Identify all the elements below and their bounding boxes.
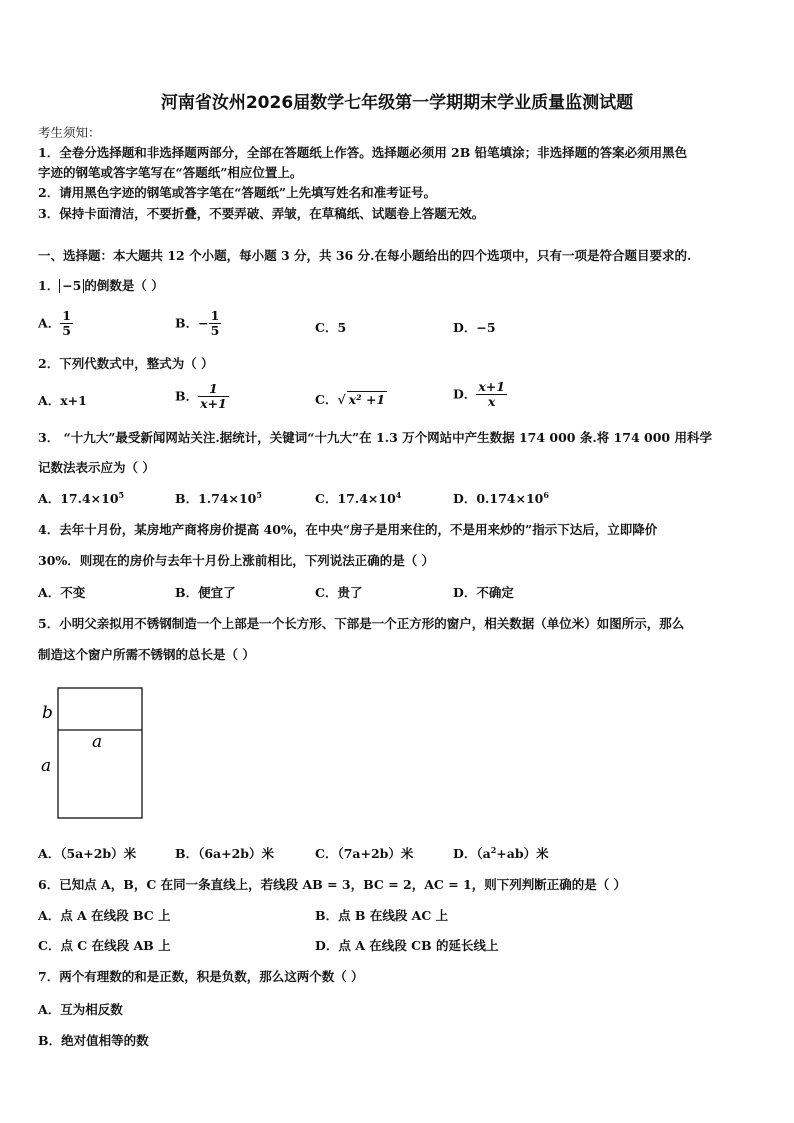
- question-4-line-1: 4．去年十月份，某房地产商将房价提高 40%，在中央“房子是用来住的，不是用来炒的”指示下达后，立即降价: [38, 522, 658, 537]
- question-number: 1．: [38, 278, 60, 293]
- fraction: $\frac{1}{5}$: [210, 308, 220, 339]
- q2-option-b: B． $\frac{1}{x+1}$: [175, 381, 227, 412]
- q6-option-c: C．点 C 在线段 AB 上: [38, 938, 171, 953]
- question-5-line-2: 制造这个窗户所需不锈钢的总长是（ ）: [38, 647, 255, 662]
- fraction: $\frac{1}{5}$: [62, 308, 71, 339]
- q6-option-a: A．点 A 在线段 BC 上: [38, 908, 171, 923]
- section-heading: 一、选择题：本大题共 12 个小题，每小题 3 分，共 36 分.在每小题给出的四个选项中，只有一项是符合题目要求的.: [38, 248, 692, 263]
- question-4-line-2: 30%．则现在的房价与去年十月份上涨前相比，下列说法正确的是（ ）: [38, 553, 435, 568]
- question-3-line-2: 记数法表示应为（ ）: [38, 460, 155, 475]
- fraction: $\frac{x+1}{x}$: [478, 379, 505, 410]
- label-b: b: [42, 703, 53, 723]
- q2-option-c: C．√ x² +1: [315, 392, 386, 407]
- q5-option-b: B．（6a+2b）米: [175, 846, 275, 861]
- notice-heading: 考生须知：: [38, 125, 101, 140]
- question-1-stem: [38, 276, 164, 294]
- q4-option-c: C．贵了: [315, 585, 363, 600]
- q3-option-c: C．$17.4\times 10^4$: [315, 489, 402, 506]
- q7-option-b: B．绝对值相等的数: [38, 1033, 149, 1048]
- question-7-stem: 7．两个有理数的和是正数，积是负数，那么这两个数（ ）: [38, 969, 364, 984]
- q5-option-c: C．（7a+2b）米: [315, 846, 414, 861]
- window-outline: [58, 688, 142, 818]
- q3-option-b: B．$1.74\times 10^5$: [175, 489, 262, 506]
- question-1-suffix: 的倒数是（ ）: [84, 278, 164, 293]
- q5-option-d: D．$(a^2+ab)$米: [453, 844, 549, 861]
- question-2-stem: 2．下列代数式中，整式为（ ）: [38, 356, 214, 371]
- label-a-inner: a: [92, 732, 103, 752]
- sqrt-icon: √: [337, 392, 346, 407]
- q6-option-d: D．点 A 在线段 CB 的延长线上: [315, 938, 499, 953]
- q4-option-a: A．不变: [38, 585, 86, 600]
- q1-option-c: C．5: [315, 320, 347, 335]
- q6-option-b: B．点 B 在线段 AC 上: [315, 908, 449, 923]
- question-5-line-1: 5．小明父亲拟用不锈钢制造一个上部是一个长方形、下部是一个正方形的窗户，相关数据（单位米）如图所示，那么: [38, 616, 685, 631]
- q4-option-d: D．不确定: [453, 585, 514, 600]
- q1-option-b: B．− $\frac{1}{5}$: [175, 308, 220, 339]
- notice-item-2: 2．请用黑色字迹的钢笔或答字笔在“答题纸”上先填写姓名和准考证号。: [38, 185, 437, 200]
- question-6-stem: 6．已知点 A，B，C 在同一条直线上，若线段 AB = 3，BC = 2，AC = 1，则下列判断正确的是（ ）: [38, 877, 627, 892]
- q1-option-d: D．−5: [453, 320, 496, 335]
- q3-option-d: D．$0.174\times 10^6$: [453, 489, 549, 506]
- fraction: $\frac{1}{x+1}$: [200, 381, 227, 412]
- window-figure: [36, 684, 156, 820]
- q1-option-a: A． $\frac{1}{5}$: [38, 308, 71, 339]
- q2-option-a: A．x+1: [38, 393, 87, 408]
- question-3-line-1: 3． “十九大”最受新闻网站关注.据统计，关键词“十九大”在 1.3 万个网站中产生数据 174 000 条.将 174 000 用科学: [38, 430, 712, 445]
- notice-item-1a: 1．全卷分选择题和非选择题两部分，全部在答题纸上作答。选择题必须用 2B 铅笔填涂；非选择题的答案必须用黑色: [38, 145, 688, 160]
- q3-option-a: A．$17.4\times 10^5$: [38, 489, 125, 506]
- notice-item-1b: 字迹的钢笔或答字笔写在“答题纸”相应位置上。: [38, 165, 303, 180]
- q2-option-d: D． $\frac{x+1}{x}$: [453, 379, 505, 410]
- q5-option-a: A．（5a+2b）米: [38, 846, 137, 861]
- page-title: 河南省汝州2026届数学七年级第一学期期末学业质量监测试题: [160, 93, 634, 113]
- label-a-side: a: [41, 756, 52, 776]
- q4-option-b: B．便宜了: [175, 585, 236, 600]
- notice-item-3: 3．保持卡面清洁，不要折叠，不要弄破、弄皱，在草稿纸、试题卷上答题无效。: [38, 206, 485, 221]
- absolute-value: −5: [59, 279, 84, 293]
- q7-option-a: A．互为相反数: [38, 1002, 123, 1017]
